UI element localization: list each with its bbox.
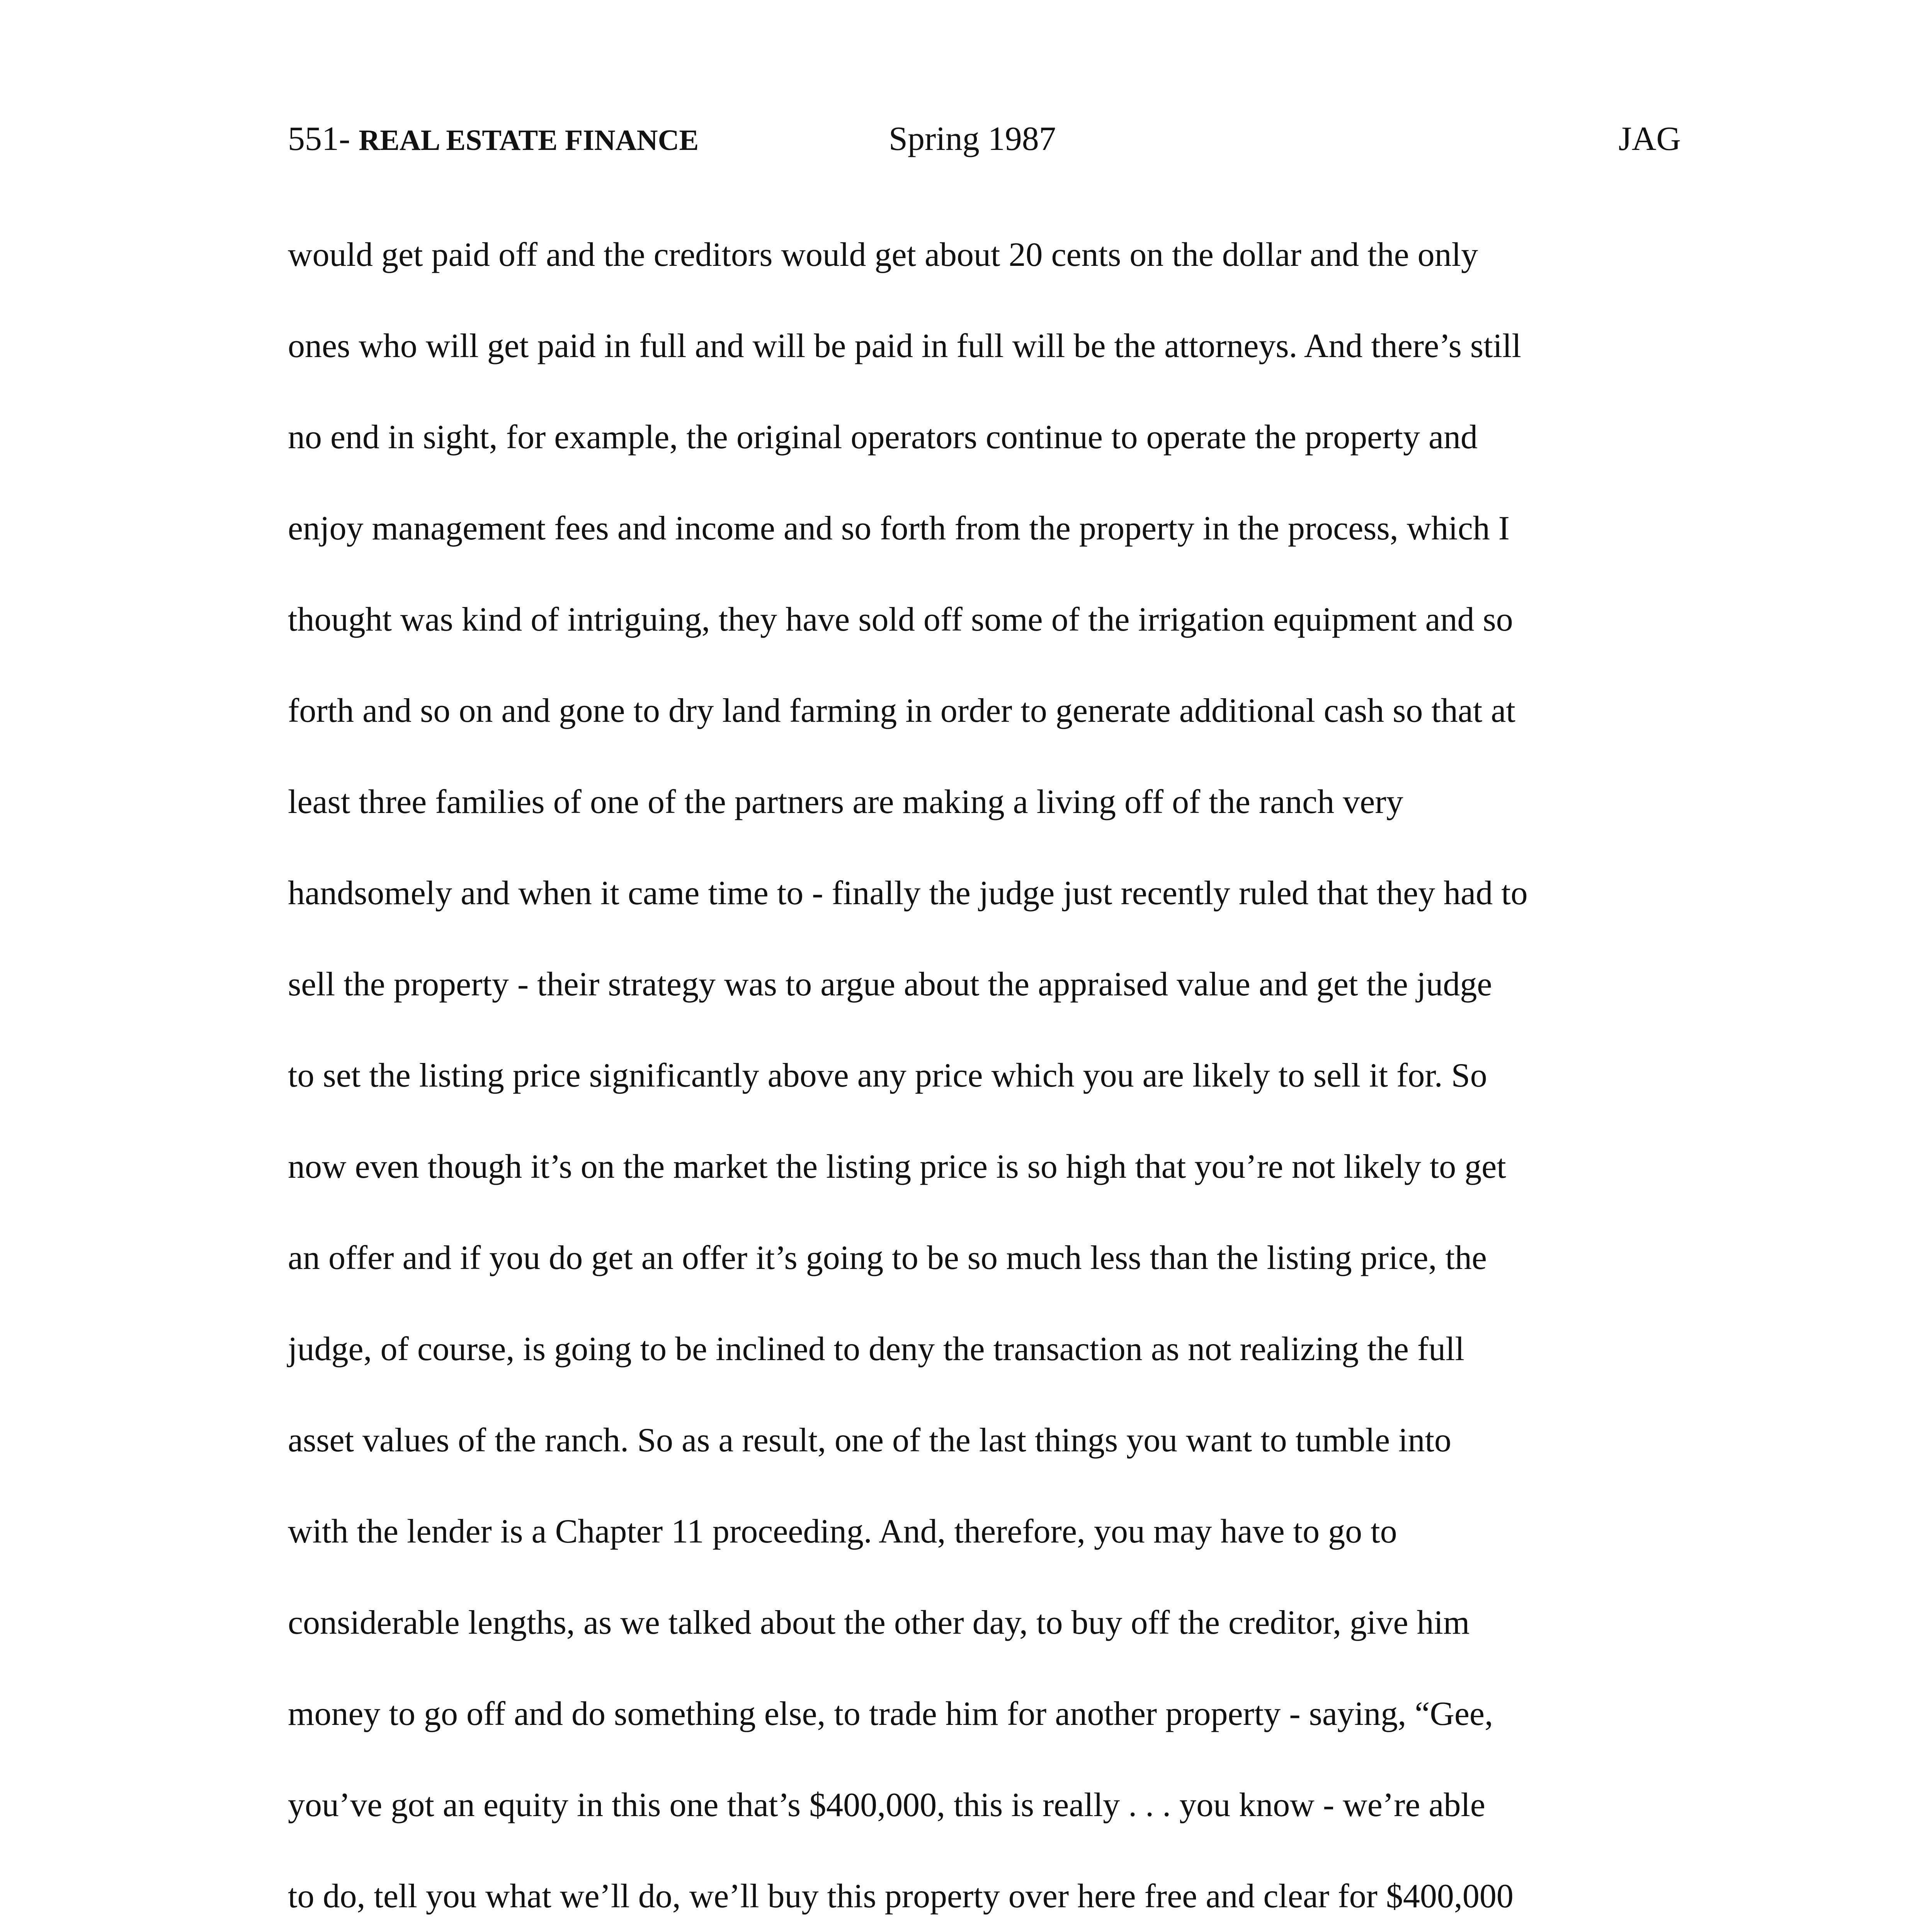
transcript-body: [288, 220, 1681, 1932]
page-header: [288, 116, 1681, 162]
text-line: no end in sight, for example, the original operators continue to operate the property and: [288, 418, 1478, 456]
term-label: Spring 1987: [889, 120, 1056, 158]
text-line: to set the listing price significantly above any price which you are likely to sell it for. So: [288, 1057, 1487, 1094]
text-line: now even though it’s on the market the listing price is so high that you’re not likely to get: [288, 1148, 1506, 1185]
author-initials: JAG: [1618, 120, 1681, 158]
course-heading: [288, 116, 699, 163]
text-line: considerable lengths, as we talked about the other day, to buy off the creditor, give him: [288, 1604, 1470, 1641]
text-line: least three families of one of the partners are making a living off of the ranch very: [288, 783, 1403, 821]
course-number: 551-: [288, 120, 350, 158]
course-title: REAL ESTATE FINANCE: [359, 124, 699, 156]
text-line: you’ve got an equity in this one that’s $400,000, this is really . . . you know - we’re able: [288, 1786, 1485, 1824]
text-line: enjoy management fees and income and so forth from the property in the process, which I: [288, 510, 1510, 547]
text-line: sell the property - their strategy was to argue about the appraised value and get the judge: [288, 966, 1492, 1003]
text-line: an offer and if you do get an offer it’s going to be so much less than the listing price, the: [288, 1239, 1487, 1277]
text-line: thought was kind of intriguing, they have sold off some of the irrigation equipment and so: [288, 601, 1513, 638]
text-line: judge, of course, is going to be inclined to deny the transaction as not realizing the full: [288, 1330, 1464, 1368]
text-line: to do, tell you what we’ll do, we’ll buy this property over here free and clear for $400,000: [288, 1878, 1514, 1915]
text-line: handsomely and when it came time to - finally the judge just recently ruled that they had to: [288, 874, 1528, 912]
text-line: would get paid off and the creditors would get about 20 cents on the dollar and the only: [288, 236, 1478, 274]
text-line: with the lender is a Chapter 11 proceeding. And, therefore, you may have to go to: [288, 1513, 1397, 1550]
text-line: ones who will get paid in full and will be paid in full will be the attorneys. And there’s still: [288, 327, 1521, 365]
text-line: money to go off and do something else, to trade him for another property - saying, “Gee,: [288, 1695, 1493, 1733]
text-line: asset values of the ranch. So as a result, one of the last things you want to tumble into: [288, 1422, 1451, 1459]
text-line: forth and so on and gone to dry land farming in order to generate additional cash so that at: [288, 692, 1515, 730]
